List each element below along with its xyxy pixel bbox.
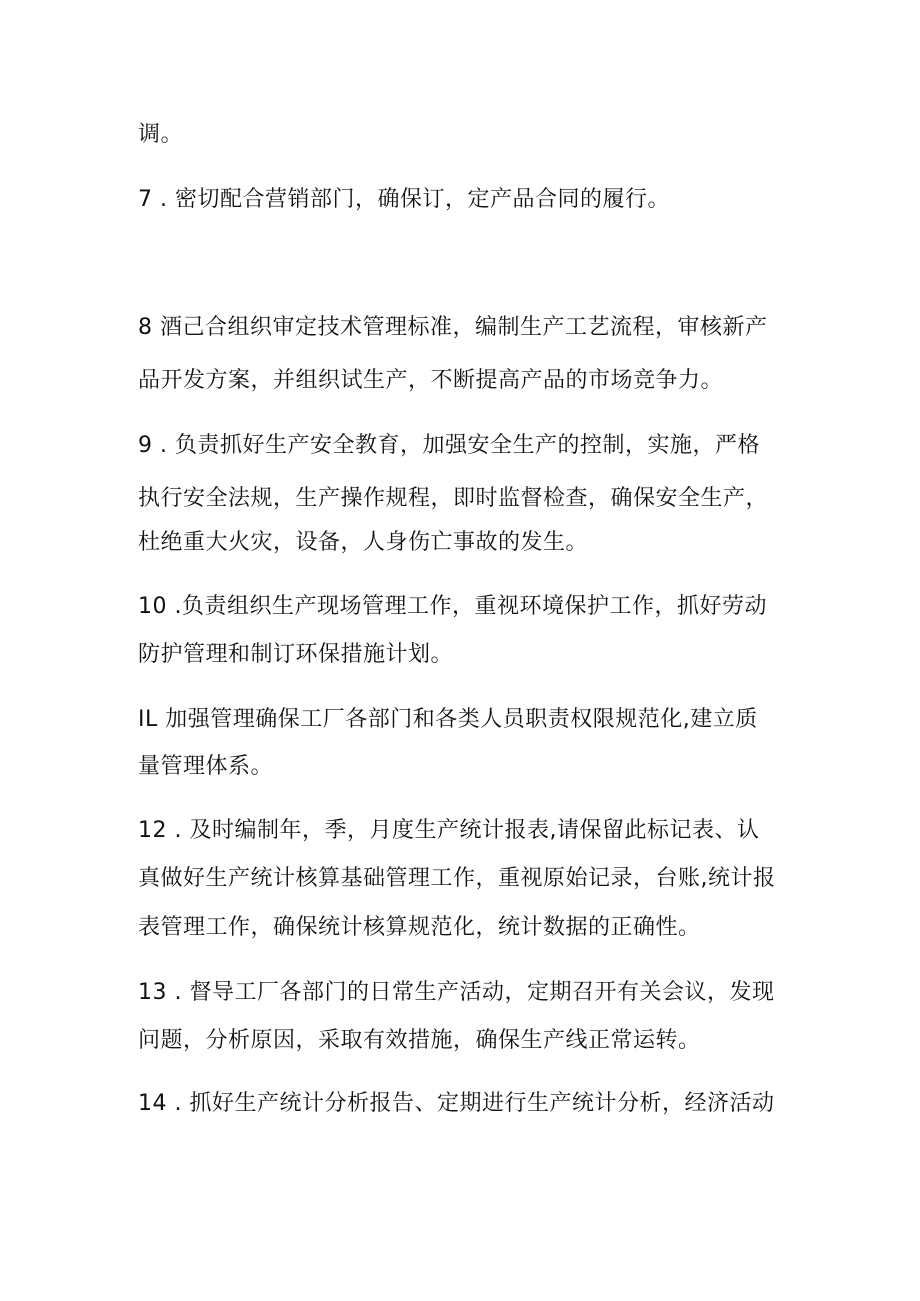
text-line: 12 . 及时编制年，季，月度生产统计报表,请保留此标记表、认 xyxy=(138,818,760,843)
text-line: 调。 xyxy=(138,122,184,147)
text-line: 量管理体系。 xyxy=(138,754,274,779)
text-line: 真做好生产统计核算基础管理工作，重视原始记录，台账,统计报 xyxy=(138,866,776,891)
text-line: 10 .负责组织生产现场管理工作，重视环境保护工作，抓好劳动 xyxy=(138,594,767,619)
text-line: 防护管理和制订环保措施计划。 xyxy=(138,642,454,667)
text-line: 表管理工作，确保统计核算规范化，统计数据的正确性。 xyxy=(138,915,701,940)
text-line: 8 酒己合组织审定技术管理标准，编制生产工艺流程，审核新产 xyxy=(138,315,768,340)
text-line: 杜绝重大火灾，设备，人身伤亡事故的发生。 xyxy=(138,530,589,555)
text-line: 14 . 抓好生产统计分析报告、定期进行生产统计分析，经济活动 xyxy=(138,1091,775,1116)
text-line: IL 加强管理确保工厂各部门和各类人员职责权限规范化,建立质 xyxy=(138,707,758,732)
text-line: 执行安全法规，生产操作规程，即时监督检查，确保安全生产， xyxy=(138,486,769,511)
text-line: 13 . 督导工厂各部门的日常生产活动，定期召开有关会议，发现 xyxy=(138,980,775,1005)
text-line: 9 . 负责抓好生产安全教育，加强安全生产的控制，实施，严格 xyxy=(138,433,760,458)
text-line: 品开发方案，并组织试生产，不断提高产品的市场竞争力。 xyxy=(138,368,724,393)
text-line: 问题，分析原因，采取有效措施，确保生产线正常运转。 xyxy=(138,1028,701,1053)
text-line: 7 . 密切配合营销部门，确保订，定产品合同的履行。 xyxy=(138,187,670,212)
